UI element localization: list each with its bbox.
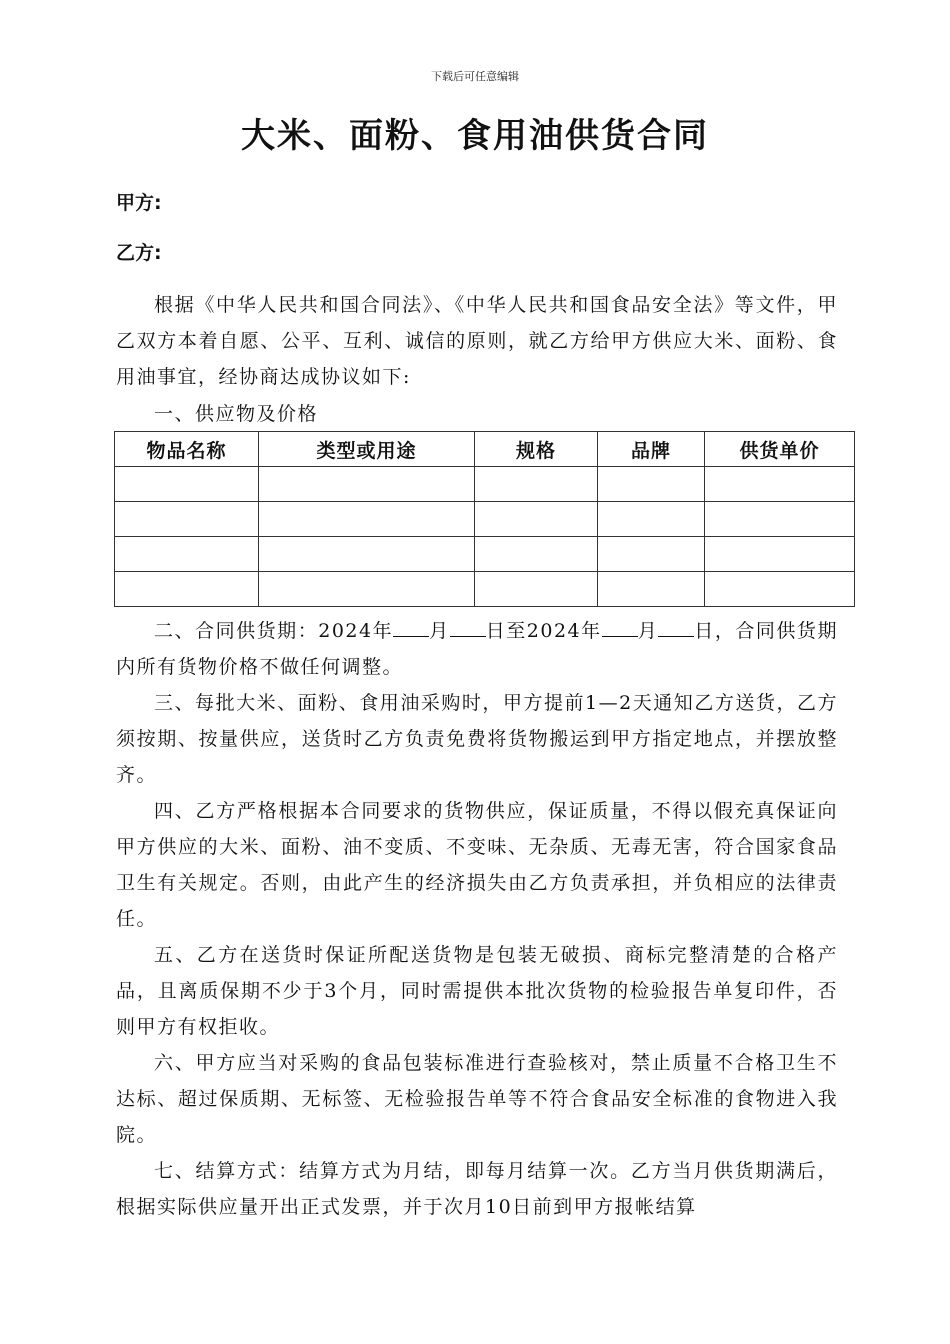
month-blank [393,616,429,637]
table-cell [115,572,259,607]
intro-paragraph-block [116,287,838,395]
section-4-paragraph: 四、乙方严格根据本合同要求的货物供应，保证质量，不得以假充真保证向甲方供应的大米、面粉、油不变质、不变味、无杂质、无毒无害，符合国家食品卫生有关规定。否则，由此产生的经济损失由乙方负责承担，并负相应的法律责任。 [116,800,838,930]
table-cell [115,467,259,502]
section-2-part: 月 [637,620,659,642]
table-cell [115,502,259,537]
section-2-part: 二、合同供货期：2024年 [154,620,394,642]
table-cell [705,502,855,537]
table-header-row [115,432,855,467]
section-2-part: 日至2024年 [485,620,602,642]
intro-paragraph: 根据《中华人民共和国合同法》、《中华人民共和国食品安全法》等文件，甲乙双方本着自愿、公平、互利、诚信的原则，就乙方给甲方供应大米、面粉、食用油事宜，经协商达成协议如下: [116,294,838,388]
table-cell [475,572,598,607]
section-5-paragraph: 五、乙方在送货时保证所配送货物是包装无破损、商标完整清楚的合格产品，且离质保期不少于3个月，同时需提供本批次货物的检验报告单复印件，否则甲方有权拒收。 [116,944,838,1038]
table-row [115,572,855,607]
section-2-part: 月 [429,620,450,642]
table-cell [259,572,475,607]
table-header-unit-price: 供货单价 [705,432,855,467]
section-6-paragraph: 六、甲方应当对采购的食品包装标准进行查验核对，禁止质量不合格卫生不达标、超过保质期、无标签、无检验报告单等不符合食品安全标准的食物进入我院。 [116,1052,838,1146]
table-cell [598,537,705,572]
table-header-type-usage: 类型或用途 [259,432,475,467]
month-blank [602,616,638,637]
table-cell [259,502,475,537]
table-cell [705,537,855,572]
day-blank [450,616,486,637]
day-blank [658,616,694,637]
table-cell [598,572,705,607]
contract-clauses [116,613,838,1225]
table-cell [259,467,475,502]
contract-title: 大米、面粉、食用油供货合同 [241,116,709,156]
section-2-part: 日，合同供货期内所有货物价格不做任何调整。 [116,620,838,678]
table-header-item-name: 物品名称 [115,432,259,467]
table-cell [705,572,855,607]
table-header-spec: 规格 [475,432,598,467]
section-3-paragraph: 三、每批大米、面粉、食用油采购时，甲方提前1—2天通知乙方送货，乙方须按期、按量供应，送货时乙方负责免费将货物搬运到甲方指定地点，并摆放整齐。 [116,692,838,786]
section-1-block [116,396,838,432]
party-a-label: 甲方: [116,192,162,214]
section-2-paragraph [116,613,838,685]
table-cell [115,537,259,572]
table-cell [598,502,705,537]
table-cell [475,467,598,502]
table-cell [475,537,598,572]
table-cell [475,502,598,537]
supply-price-table [114,431,855,607]
header-note: 下载后可任意编辑 [431,70,519,83]
section-7-paragraph: 七、结算方式：结算方式为月结，即每月结算一次。乙方当月供货期满后，根据实际供应量开出正式发票，并于次月10日前到甲方报帐结算 [116,1160,838,1218]
table-header-brand: 品牌 [598,432,705,467]
section-1-heading: 一、供应物及价格 [154,403,319,425]
party-b-label: 乙方: [116,242,162,264]
table-cell [259,537,475,572]
table-row [115,537,855,572]
table-row [115,502,855,537]
table-row [115,467,855,502]
table-cell [705,467,855,502]
table-cell [598,467,705,502]
